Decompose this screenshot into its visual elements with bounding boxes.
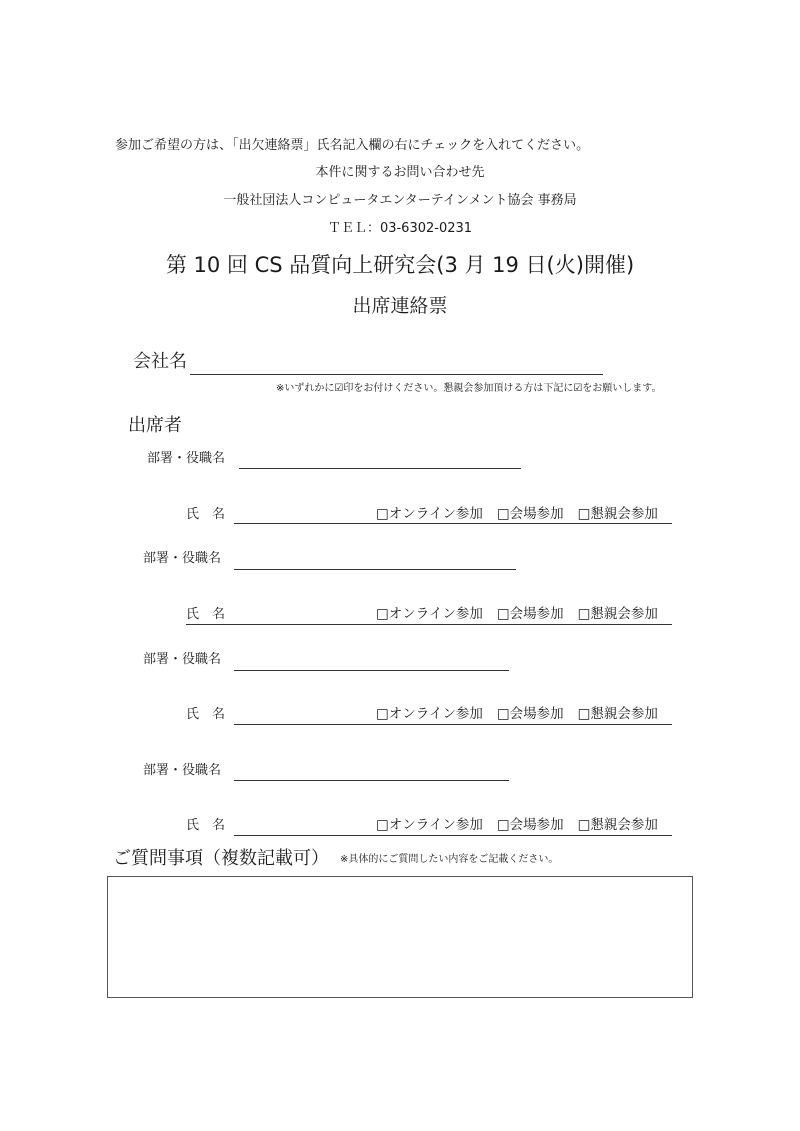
instruction-text: 参加ご希望の方は、「出欠連絡票」氏名記入欄の右にチェックを入れてください。 (115, 138, 590, 153)
name-label: 氏 名 (186, 818, 226, 833)
dept-label: 部署・役職名 (143, 551, 222, 566)
name-field[interactable] (186, 624, 672, 625)
dept-field[interactable] (234, 670, 509, 671)
party-checkbox[interactable]: □懇親会参加 (577, 606, 658, 622)
dept-label: 部署・役職名 (143, 763, 222, 778)
name-field[interactable] (234, 835, 672, 836)
organization-name: 一般社団法人コンピュータエンターテインメント協会 事務局 (223, 193, 577, 208)
venue-checkbox[interactable]: □会場参加 (496, 706, 564, 722)
check-note: ※いずれかに☑印をお付けください。懇親会参加頂ける方は下記に☑をお願いします。 (276, 383, 662, 394)
party-checkbox[interactable]: □懇親会参加 (577, 817, 658, 833)
questions-note: ※具体的にご質問したい内容をご記載ください。 (340, 854, 559, 865)
name-label: 氏 名 (186, 607, 226, 622)
event-title: 第 10 回 CS 品質向上研究会(3 月 19 日(火)開催) (165, 253, 635, 277)
tel-number: ＴＥＬ：03-6302-0231 (327, 221, 473, 236)
name-label: 氏 名 (186, 707, 226, 722)
dept-label: 部署・役職名 (147, 451, 226, 466)
name-label: 氏 名 (186, 507, 226, 522)
party-checkbox[interactable]: □懇親会参加 (577, 706, 658, 722)
form-title: 出席連絡票 (352, 295, 448, 317)
party-checkbox[interactable]: □懇親会参加 (577, 506, 658, 522)
company-name-field[interactable] (190, 374, 603, 375)
company-label: 会社名 (133, 351, 187, 372)
dept-field[interactable] (239, 468, 521, 469)
name-field[interactable] (234, 724, 672, 725)
online-checkbox[interactable]: □オンライン参加 (376, 506, 483, 522)
questions-heading: ご質問事項（複数記載可） (113, 848, 329, 869)
dept-field[interactable] (234, 780, 509, 781)
dept-label: 部署・役職名 (143, 652, 222, 667)
venue-checkbox[interactable]: □会場参加 (496, 506, 564, 522)
attendance-options (376, 505, 658, 523)
venue-checkbox[interactable]: □会場参加 (496, 606, 564, 622)
name-field[interactable] (234, 523, 672, 524)
online-checkbox[interactable]: □オンライン参加 (376, 706, 483, 722)
contact-heading: 本件に関するお問い合わせ先 (315, 165, 485, 180)
online-checkbox[interactable]: □オンライン参加 (376, 606, 483, 622)
attendance-options (376, 705, 658, 723)
attendees-heading: 出席者 (128, 415, 182, 436)
dept-field[interactable] (234, 569, 516, 570)
venue-checkbox[interactable]: □会場参加 (496, 817, 564, 833)
questions-textarea[interactable] (107, 876, 693, 998)
attendance-options (376, 605, 658, 623)
online-checkbox[interactable]: □オンライン参加 (376, 817, 483, 833)
attendance-options (376, 816, 658, 834)
